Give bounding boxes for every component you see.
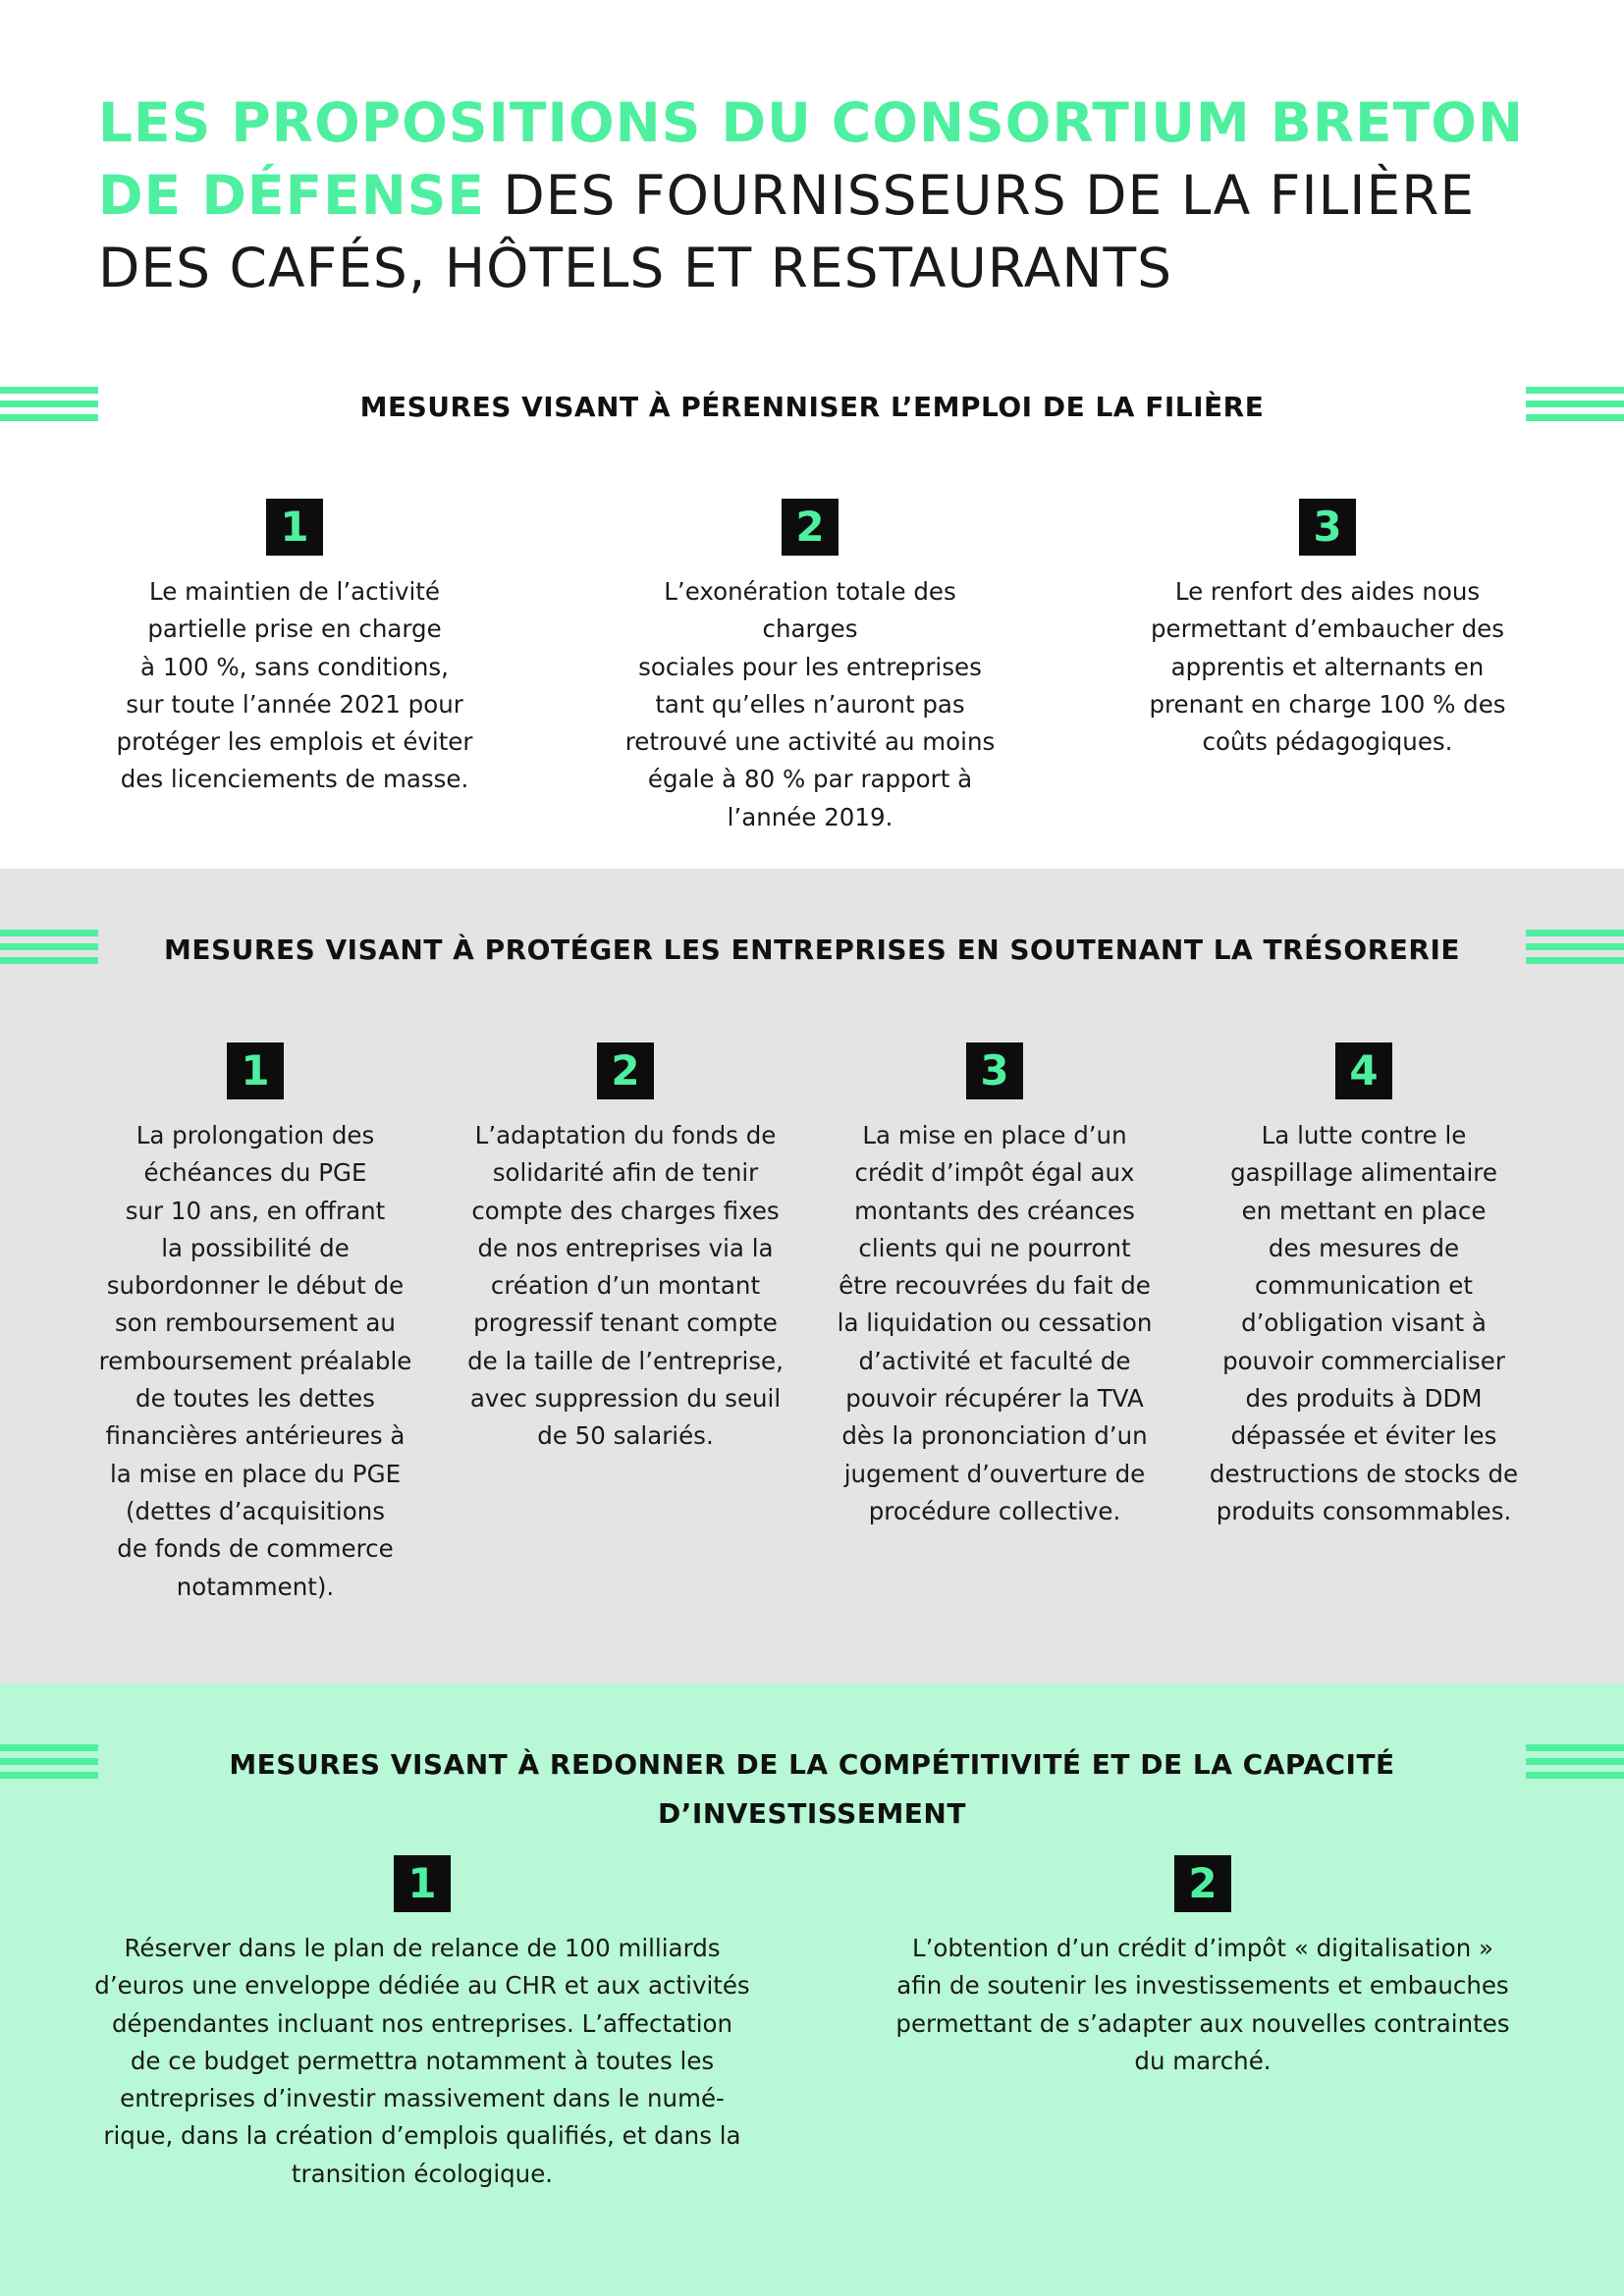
decorative-stripes-icon bbox=[1526, 387, 1624, 428]
measure-number-badge: 1 bbox=[394, 1855, 451, 1912]
measure-item bbox=[463, 1042, 787, 1456]
section-header-employment bbox=[0, 383, 1624, 432]
section-header-treasury bbox=[0, 926, 1624, 975]
section-heading: MESURES VISANT À PÉRENNISER L’EMPLOI DE LA FILIÈRE bbox=[359, 391, 1265, 423]
section-heading: MESURES VISANT À REDONNER DE LA COMPÉTITIVITÉ ET DE LA CAPACITÉ D’INVESTISSEMENT bbox=[229, 1748, 1395, 1830]
measure-number-badge: 2 bbox=[597, 1042, 654, 1099]
measure-text: La prolongation des échéances du PGE sur 10 ans, en offrant la possibilité de subordonner le début de son remboursement au remboursement préalable de toutes les dettes financières antérieures à la mise en place du PGE (dettes d’acquisitions de fonds de commerce notamment). bbox=[98, 1121, 412, 1601]
measure-text: La mise en place d’un crédit d’impôt égal aux montants des créances clients qui ne pourront être recouvrées du fait de la liquidation ou cessation d’activité et faculté de pouvoir récupérer la TVA dès la prononciation d’un jugement d’ouverture de procédure collective. bbox=[837, 1121, 1153, 1525]
measure-item bbox=[1131, 499, 1524, 761]
measure-item bbox=[869, 1855, 1537, 2080]
measure-item bbox=[93, 1042, 417, 1606]
decorative-stripes-icon bbox=[0, 1744, 98, 1786]
measure-item bbox=[614, 499, 1006, 836]
measure-text: L’adaptation du fonds de solidarité afin de tenir compte des charges fixes de nos entreprises via la création d’un montant progressif tenant compte de la taille de l’entreprise, avec suppression du seuil de 50 salariés. bbox=[467, 1121, 784, 1451]
title-rest: DES FOURNISSEURS DE LA FILIÈRE DES CAFÉS, HÔTELS ET RESTAURANTS bbox=[98, 164, 1476, 299]
measure-number-badge: 1 bbox=[266, 499, 323, 556]
decorative-stripes-icon bbox=[1526, 930, 1624, 971]
title-accent: LES PROPOSITIONS DU CONSORTIUM BRETON DE DÉFENSE bbox=[98, 91, 1524, 227]
measure-number-badge: 2 bbox=[782, 499, 839, 556]
decorative-stripes-icon bbox=[0, 930, 98, 971]
measure-text: Le maintien de l’activité partielle prise en charge à 100 %, sans conditions, sur toute l’année 2021 pour protéger les emplois et éviter des licenciements de masse. bbox=[116, 577, 473, 794]
measure-number-badge: 1 bbox=[227, 1042, 284, 1099]
measure-item bbox=[1202, 1042, 1526, 1530]
section-heading: MESURES VISANT À PROTÉGER LES ENTREPRISES EN SOUTENANT LA TRÉSORERIE bbox=[163, 934, 1461, 966]
measure-text: La lutte contre le gaspillage alimentaire en mettant en place des mesures de communication et d’obligation visant à pouvoir commercialiser des produits à DDM dépassée et éviter les destructions de stocks de produits consommables. bbox=[1209, 1121, 1519, 1525]
measure-text: L’exonération totale des charges sociales pour les entreprises tant qu’elles n’auront pas retrouvé une activité au moins égale à 80 % par rapport à l’année 2019. bbox=[624, 577, 996, 831]
decorative-stripes-icon bbox=[1526, 1744, 1624, 1786]
measure-item bbox=[833, 1042, 1157, 1530]
measure-number-badge: 3 bbox=[966, 1042, 1023, 1099]
measure-number-badge: 3 bbox=[1299, 499, 1356, 556]
measure-text: L’obtention d’un crédit d’impôt « digitalisation » afin de soutenir les investissements et embauches permettant de s’adapter aux nouvelles contraintes du marché. bbox=[895, 1934, 1510, 2075]
section-header-competitiveness bbox=[0, 1740, 1624, 1830]
decorative-stripes-icon bbox=[0, 387, 98, 428]
measure-item bbox=[98, 499, 491, 799]
measure-number-badge: 4 bbox=[1335, 1042, 1392, 1099]
measure-text: Réserver dans le plan de relance de 100 milliards d’euros une enveloppe dédiée au CHR et aux activités dépendantes incluant nos entreprises. L’affectation de ce budget permettra notamment à toutes les entreprises d’investir massivement dans le numé- rique, dans la création d’emplois qualifiés, et dans la transition écologique. bbox=[94, 1934, 750, 2188]
page-title bbox=[98, 86, 1551, 304]
measure-text: Le renfort des aides nous permettant d’embaucher des apprentis et alternants en prenant en charge 100 % des coûts pédagogiques. bbox=[1149, 577, 1506, 757]
measure-item bbox=[88, 1855, 756, 2193]
measure-number-badge: 2 bbox=[1174, 1855, 1231, 1912]
